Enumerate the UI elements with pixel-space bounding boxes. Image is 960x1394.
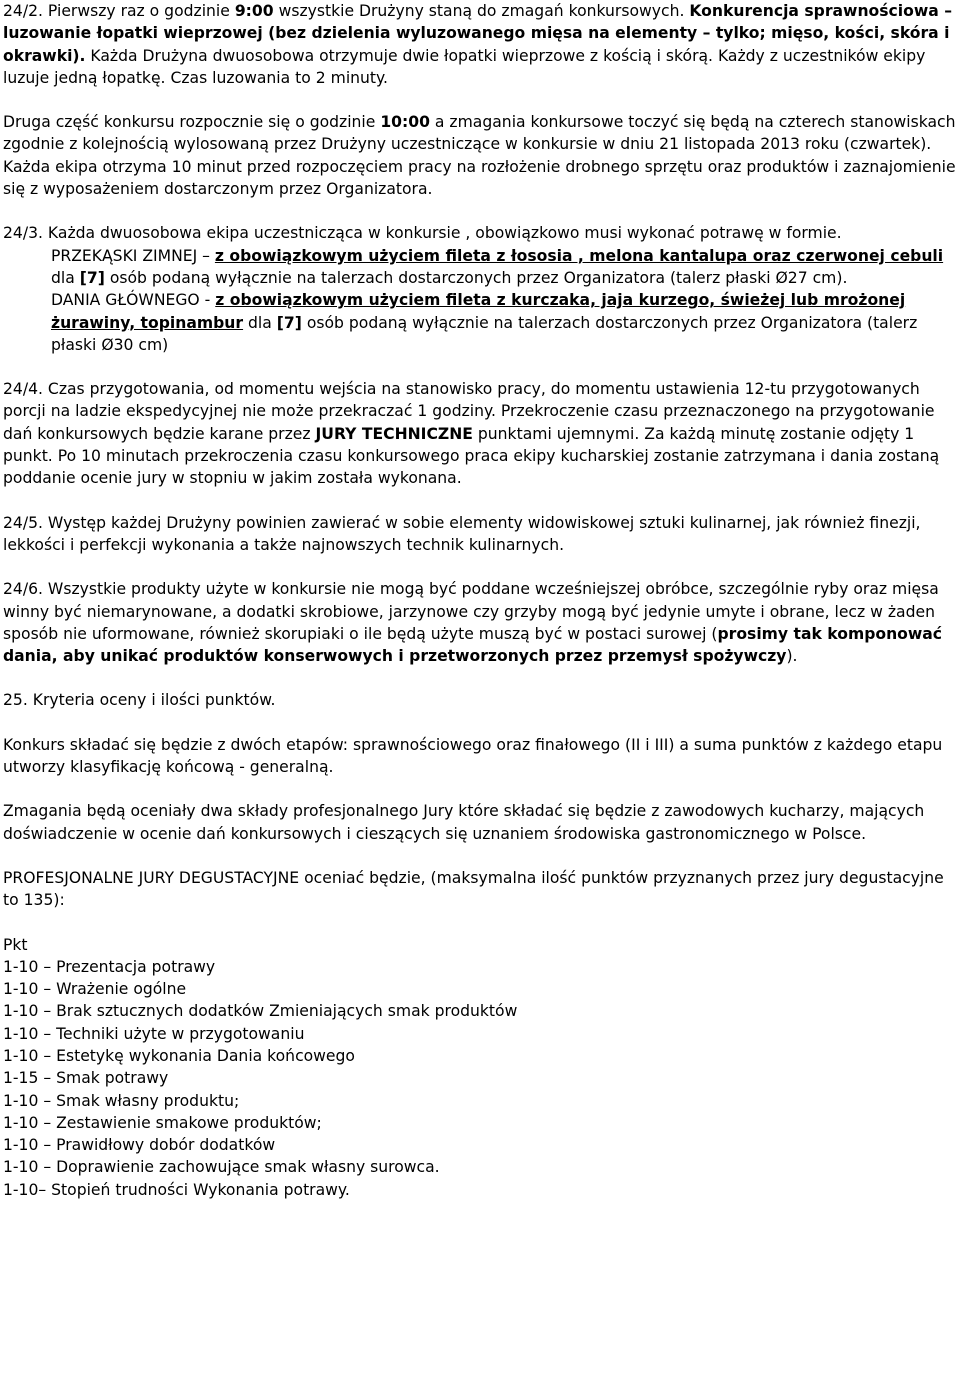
text: 24/6. Wszystkie produkty użyte w konkursie nie mogą być poddane wcześniejszej obróbce, szczególnie ryby oraz mięsa winny być niemarynowane, a dodatki skrobiowe, jarzynowe czy grzyby mogą być jedynie umyte i obrane, lecz w żaden sposób nie uformowane, również skorupiaki o ile będą użyte muszą być w postaci surowej ( [3,580,939,643]
list-item: 1-10 – Prawidłowy dobór dodatków [3,1136,276,1155]
list-item: 1-10 – Prezentacja potrawy [3,957,216,976]
paragraph-main-dish [3,289,960,356]
main-ingredients: z obowiązkowym użyciem fileta z kurczaka, jaja kurzego, świeżej lub mrożonej żurawiny, topinambur [51,291,906,332]
text: 24/4. Czas przygotowania, od momentu wejścia na stanowisko pracy, do momentu ustawienia 12-tu przygotowanych porcji na ladzie ekspedycyjnej nie może przekraczać 1 godziny. Przekroczenie czasu przeznaczonego na przygotowanie dań konkursowych będzie karane przez [3,380,935,443]
paragraph-24-3-intro: 24/3. Każda dwuosobowa ekipa uczestnicząca w konkursie , obowiązkowo musi wykonać potrawę w formie. [3,224,842,243]
cold-ingredients: z obowiązkowym użyciem fileta z łososia , melona kantalupa oraz czerwonej cebuli [214,246,944,265]
list-item: 1-10– Stopień trudności Wykonania potrawy. [3,1180,350,1199]
paragraph-second-part [3,111,960,200]
text: ). [786,647,798,666]
paragraph-24-6 [3,578,960,667]
paragraph-24-4 [3,378,960,489]
list-item: 1-10 – Wrażenie ogólne [3,980,187,999]
list-item: 1-10 – Estetykę wykonania Dania końcowego [3,1046,355,1065]
list-item: 1-10 – Zestawienie smakowe produktów; [3,1113,322,1132]
text: a zmagania konkursowe toczyć się będą na czterech stanowiskach zgodnie z kolejnością wylosowaną przez Drużyny uczestniczące w konkursie w dniu 21 listopada 2013 roku (czwartek). Każda ekipa otrzyma 10 minut przed rozpoczęciem pracy na rozłożenie drobnego sprzętu oraz produktów i zaznajomienie się z wyposażeniem dostarczonym przez Organizatora. [3,113,956,199]
text: wszystkie Drużyny staną do zmagań konkursowych. [273,2,690,20]
pkt-header: Pkt [3,935,28,954]
paragraph-24-2 [3,0,960,89]
persons-count: [7] [276,313,302,332]
text: Każda Drużyna dwuosobowa otrzymuje dwie łopatki wieprzowe z kością i skórą. Każdy z uczestników ekipy luzuje jedną łopatkę. Czas luzowania to 2 minuty. [3,46,926,87]
paragraph-cold-appetizer [3,245,960,290]
list-item: 1-10 – Doprawienie zachowujące smak własny surowca. [3,1158,440,1177]
time-9: 9:00 [234,2,274,20]
text: 24/2. Pierwszy raz o godzinie [3,2,235,20]
text: osób podaną wyłącznie na talerzach dostarczonych przez Organizatora (talerz płaski Ø30 cm) [51,313,918,354]
paragraph-konkurs: Konkurs składać się będzie z dwóch etapów: sprawnościowego oraz finałowego (II i III) a suma punktów z każdego etapu utworzy klasyfikację końcową - generalną. [3,735,943,777]
list-item: 1-10 – Techniki użyte w przygotowaniu [3,1024,305,1043]
list-item: 1-15 – Smak potrawy [3,1069,169,1088]
text: dla [243,313,277,332]
time-10: 10:00 [380,113,430,132]
section-25-heading: 25. Kryteria oceny i ilości punktów. [3,691,276,710]
competition-title: Konkurencja sprawnościowa – luzowanie łopatki wieprzowej (bez dzielenia wyluzowanego mięsa na elementy – tylko; mięso, kości, skóra i okrawki). [3,2,952,65]
list-item: 1-10 – Brak sztucznych dodatków Zmieniających smak produktów [3,1002,518,1021]
text: dla [51,268,80,287]
jury-technical: JURY TECHNICZNE [315,424,473,443]
paragraph-zmagania: Zmagania będą oceniały dwa składy profesjonalnego Jury które składać się będzie z zawodowych kucharzy, mających doświadczenie w ocenie dań konkursowych i cieszących się uznaniem środowiska gastronomicznego w Polsce. [3,802,925,843]
criteria-list [3,956,960,1201]
paragraph-24-5: 24/5. Występ każdej Drużyny powinien zawierać w sobie elementy widowiskowej sztuki kulinarnej, jak również finezji, lekkości i perfekcji wykonania a także najnowszych technik kulinarnych. [3,513,921,554]
text: DANIA GŁÓWNEGO - [51,291,216,310]
text: Druga część konkursu rozpocznie się o godzinie [3,113,381,132]
paragraph-jury: PROFESJONALNE JURY DEGUSTACYJNE oceniać będzie, (maksymalna ilość punktów przyznanych przez jury degustacyjne to 135): [3,868,944,910]
persons-count: [7] [79,268,105,287]
text: PRZEKĄSKI ZIMNEJ – [51,246,215,265]
bold-request: prosimy tak komponować dania, aby unikać produktów konserwowych i przetworzonych przez przemysł spożywczy [3,624,943,666]
text: osób podaną wyłącznie na talerzach dostarczonych przez Organizatora (talerz płaski Ø27 cm). [104,268,848,287]
list-item: 1-10 – Smak własny produktu; [3,1091,240,1110]
text: punktami ujemnymi. Za każdą minutę zostanie odjęty 1 punkt. Po 10 minutach przekroczenia czasu konkursowego praca ekipy kucharskiej zostanie zatrzymana i dania zostaną poddanie ocenie jury w stopniu w jakim została wykonana. [3,424,940,488]
